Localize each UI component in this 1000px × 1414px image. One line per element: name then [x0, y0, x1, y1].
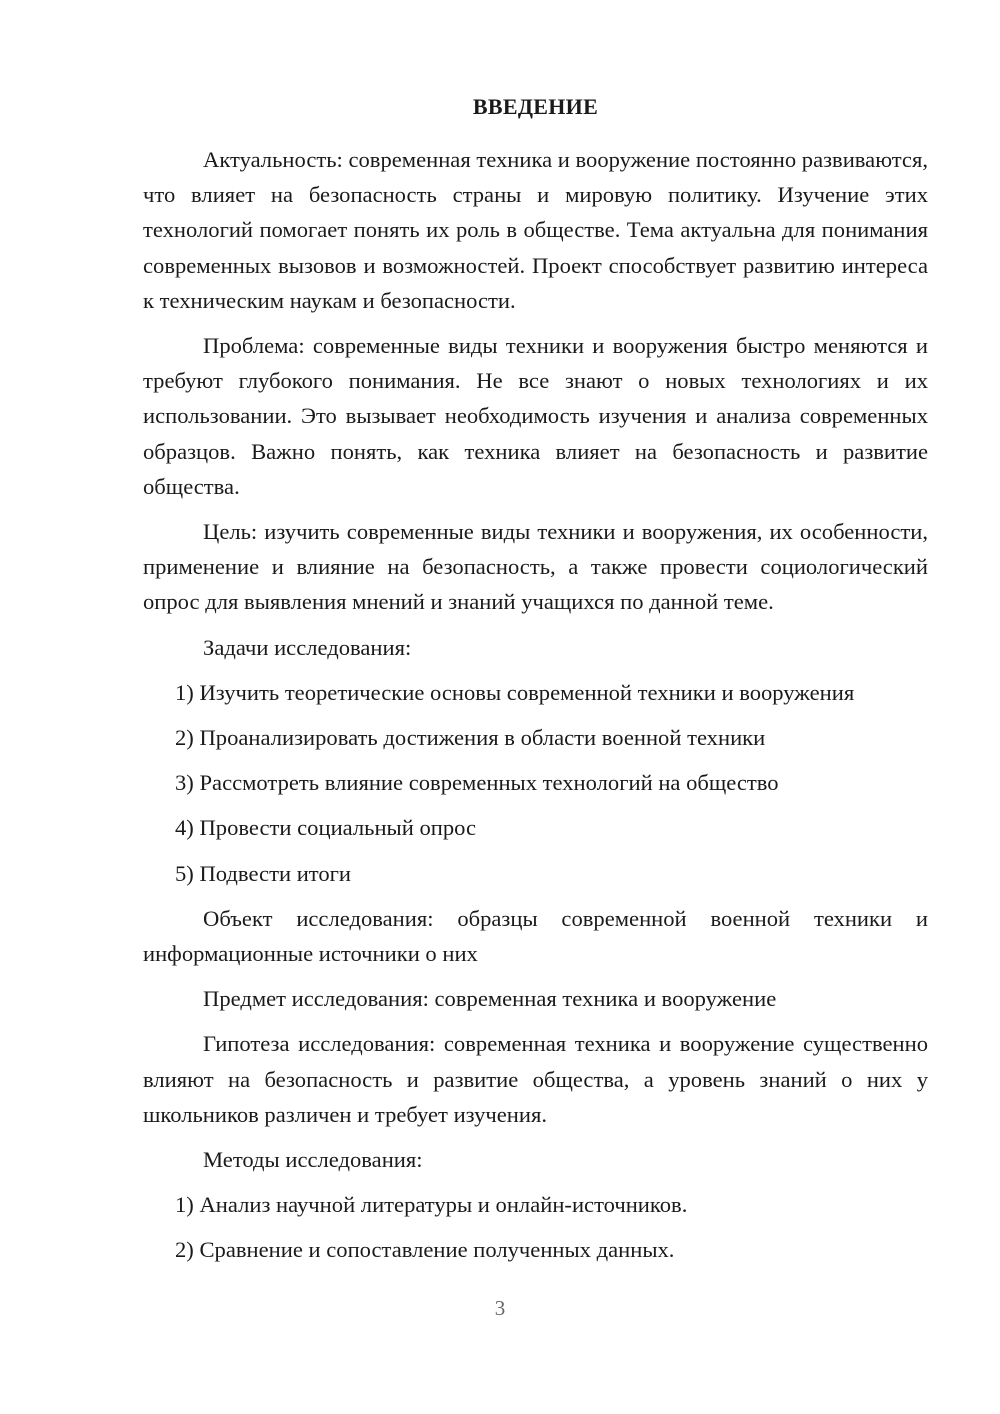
object-paragraph: Объект исследования: образцы современной военной техники и информационные источники о них: [143, 905, 928, 967]
tasks-label: Задачи исследования:: [203, 634, 412, 660]
task-item: 5) Подвести итоги: [175, 860, 352, 886]
relevance-paragraph: Актуальность: современная техника и вооружение постоянно развиваются, что влияет на безопасность страны и мировую политику. Изучение этих технологий помогает понять их роль в обществе. Тема актуальна для понимания современных вызовов и возможностей. Проект способствует развитию интереса к техническим наукам и безопасности.: [143, 147, 928, 313]
task-item: 1) Изучить теоретические основы современной техники и вооружения: [175, 679, 855, 705]
hypothesis-paragraph: Гипотеза исследования: современная техника и вооружение существенно влияют на безопасность и развитие общества, а уровень знаний о них у школьников различен и требует изучения.: [143, 1031, 928, 1127]
page-number: 3: [494, 1296, 506, 1320]
problem-paragraph: Проблема: современные виды техники и вооружения быстро меняются и требуют глубокого понимания. Не все знают о новых технологиях и их использовании. Это вызывает необходимость изучения и анализа современных образцов. Важно понять, как техника влияет на безопасность и развитие общества.: [143, 333, 928, 499]
page-title: ВВЕДЕНИЕ: [472, 94, 599, 119]
task-item: 2) Проанализировать достижения в области военной техники: [175, 725, 766, 751]
task-item: 3) Рассмотреть влияние современных технологий на общество: [175, 770, 779, 796]
document-page: [143, 92, 928, 1278]
method-item: 1) Анализ научной литературы и онлайн-источников.: [175, 1192, 688, 1218]
subject-paragraph: Предмет исследования: современная техника и вооружение: [203, 986, 777, 1012]
goal-paragraph: Цель: изучить современные виды техники и вооружения, их особенности, применение и влияние на безопасность, а также провести социологический опрос для выявления мнений и знаний учащихся по данной теме.: [143, 519, 928, 615]
method-item: 2) Сравнение и сопоставление полученных данных.: [175, 1237, 675, 1263]
methods-label: Методы исследования:: [203, 1147, 423, 1173]
task-item: 4) Провести социальный опрос: [175, 815, 477, 841]
